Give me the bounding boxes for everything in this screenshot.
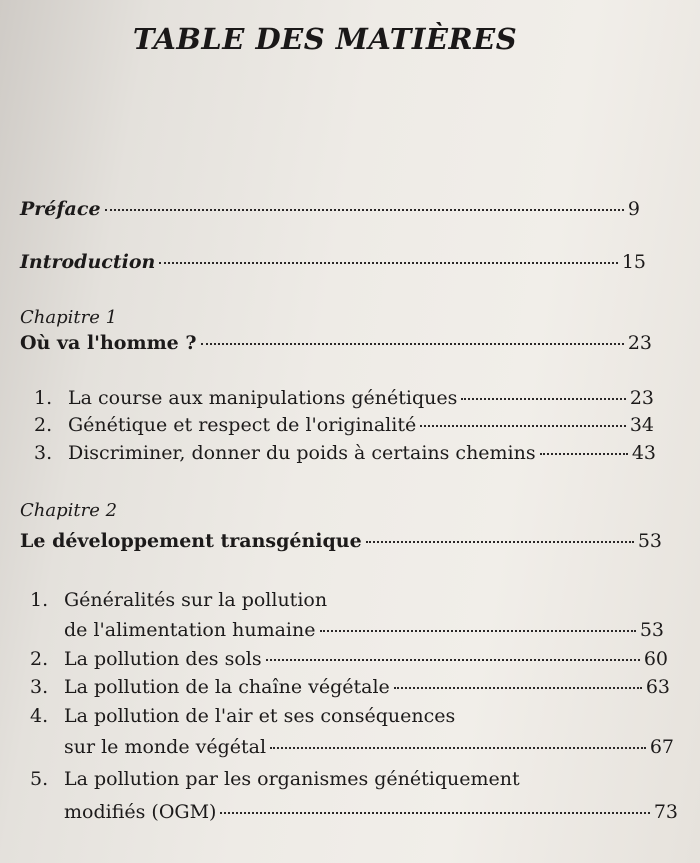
item-number: 3.	[30, 676, 49, 698]
dot-leader	[540, 453, 628, 455]
dot-leader	[366, 541, 634, 543]
toc-item	[30, 648, 668, 670]
entry-label: Introduction	[20, 251, 156, 273]
item-label: La pollution des sols	[64, 648, 262, 670]
dot-leader	[159, 262, 618, 264]
toc-item	[34, 387, 654, 409]
item-number: 5.	[30, 768, 49, 790]
toc-item-line1	[30, 768, 520, 790]
dot-leader	[461, 398, 625, 400]
item-label-line1: Généralités sur la pollution	[64, 589, 328, 611]
item-number: 2.	[34, 414, 53, 436]
item-label: La course aux manipulations génétiques	[68, 387, 458, 409]
item-label: modifiés (OGM)	[64, 801, 217, 823]
dot-leader	[220, 812, 649, 814]
toc-item-line1	[30, 589, 327, 611]
item-label: de l'alimentation humaine	[64, 619, 316, 641]
entry-page: 23	[627, 332, 652, 354]
dot-leader	[105, 209, 624, 211]
item-label: Discriminer, donner du poids à certains chemins	[68, 442, 536, 464]
chapter-title: Où va l'homme ?	[20, 332, 197, 354]
item-label-line1: La pollution par les organismes génétiquement	[64, 768, 520, 790]
item-label: La pollution de la chaîne végétale	[64, 676, 390, 698]
toc-entry-chapter1	[20, 332, 652, 354]
item-page: 34	[629, 414, 654, 436]
dot-leader	[270, 747, 646, 749]
item-page: 53	[639, 619, 664, 641]
entry-page: 9	[627, 198, 640, 220]
chapter-title: Le développement transgénique	[20, 530, 362, 552]
item-number: 1.	[34, 387, 53, 409]
toc-item-line1	[30, 705, 455, 727]
item-number: 3.	[34, 442, 53, 464]
item-label: Génétique et respect de l'originalité	[68, 414, 417, 436]
dot-leader	[320, 630, 636, 632]
toc-item	[64, 619, 664, 641]
toc-entry-chapter2	[20, 530, 662, 552]
dot-leader	[394, 687, 642, 689]
entry-label: Préface	[20, 198, 101, 220]
toc-item	[64, 801, 678, 823]
item-page: 60	[643, 648, 668, 670]
item-label-line1: La pollution de l'air et ses conséquences	[64, 705, 456, 727]
entry-page: 53	[637, 530, 662, 552]
dot-leader	[266, 659, 640, 661]
item-page: 67	[649, 736, 674, 758]
item-page: 73	[653, 801, 678, 823]
dot-leader	[201, 343, 624, 345]
toc-entry-introduction	[20, 251, 646, 273]
toc-item	[34, 442, 656, 464]
chapter-label: Chapitre 2	[20, 500, 118, 521]
item-page: 43	[631, 442, 656, 464]
toc-item	[34, 414, 654, 436]
item-number: 1.	[30, 589, 49, 611]
toc-item	[30, 676, 670, 698]
item-number: 2.	[30, 648, 49, 670]
chapter-label: Chapitre 1	[20, 307, 118, 328]
item-number: 4.	[30, 705, 49, 727]
toc-item	[64, 736, 674, 758]
item-page: 63	[645, 676, 670, 698]
item-label: sur le monde végétal	[64, 736, 267, 758]
page-title: TABLE DES MATIÈRES	[132, 22, 518, 56]
dot-leader	[420, 425, 626, 427]
entry-page: 15	[621, 251, 646, 273]
toc-entry-preface	[20, 198, 640, 220]
item-page: 23	[629, 387, 654, 409]
